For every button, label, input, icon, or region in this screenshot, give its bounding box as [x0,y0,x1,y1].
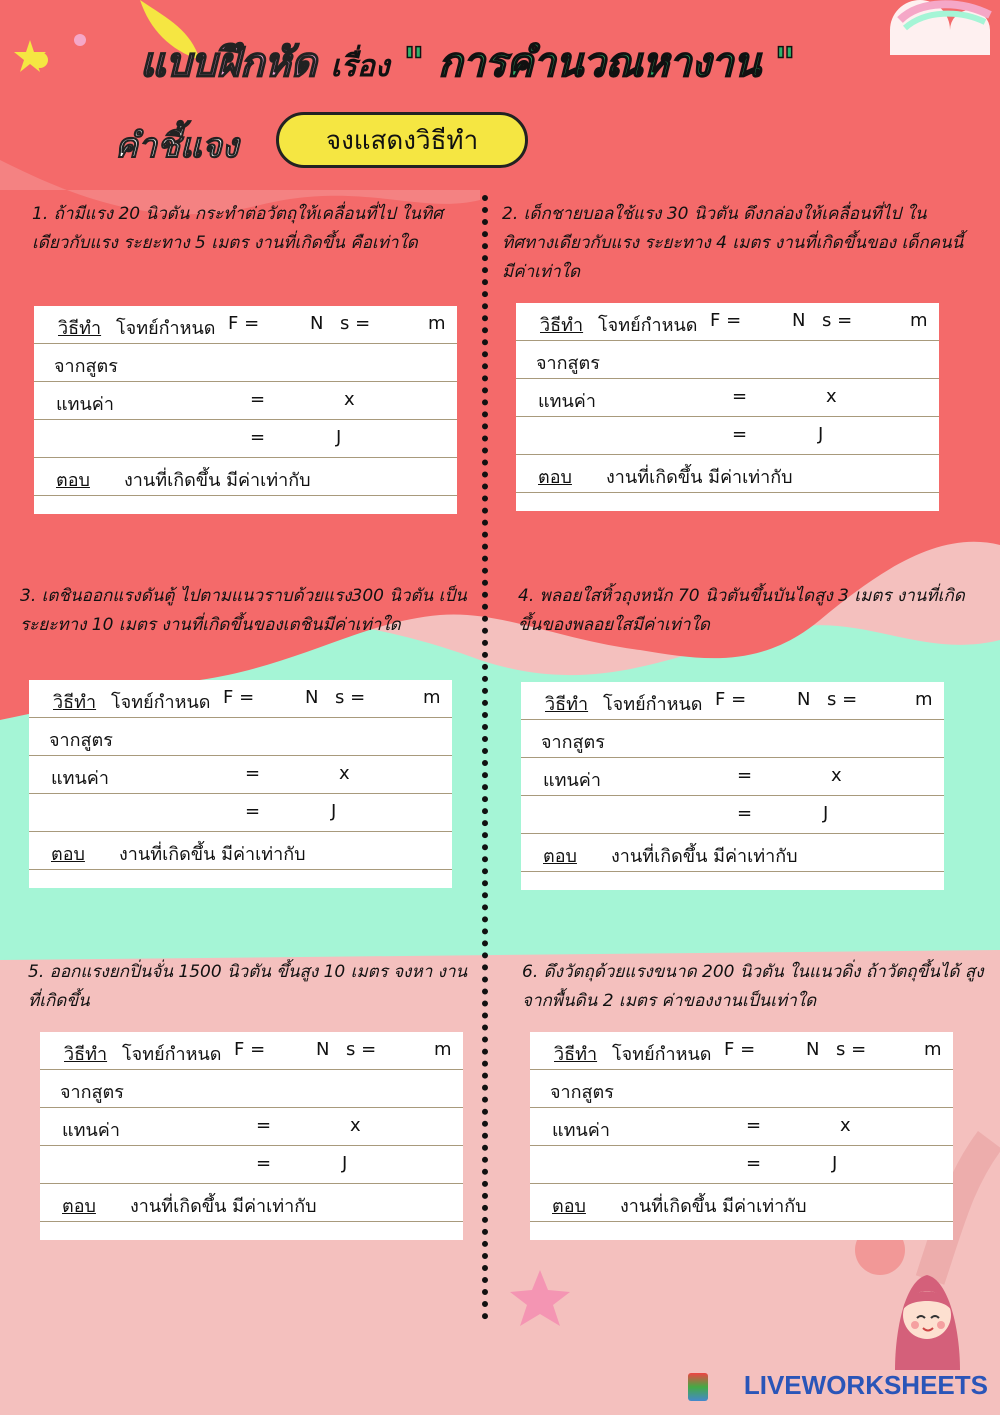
answer-row [40,1184,463,1222]
formula-row [530,1070,953,1108]
formula-label: จากสูตร [536,353,600,374]
formula-row [29,718,452,756]
answer-table-2 [516,303,939,511]
method-label: วิธีทำ [53,692,97,713]
formula-label: จากสูตร [550,1082,614,1103]
blank-row [516,493,939,511]
answer-text: งานที่เกิดขึ้น มีค่าเท่ากับ [130,1196,317,1217]
result-row [530,1146,953,1184]
newton-unit: N [305,687,319,708]
question-1: 1. ถ้ามีแรง 20 นิวตัน กระทำต่อวัตถุให้เคลื่อนที่ไป ในทิศเดียวกับแรง ระยะทาง 5 เมตร งานที่เกิดขึ้น คือเท่าใด [32,204,443,253]
answer-table-6 [530,1032,953,1240]
dotted-divider [482,195,488,1320]
answer-label: ตอบ [552,1196,586,1217]
answer-label: ตอบ [56,470,90,491]
formula-label: จากสูตร [541,732,605,753]
given-label: โจทย์กำหนด [598,315,698,336]
result-row [521,796,944,834]
blank-row [34,496,457,514]
joule-unit: J [342,1153,348,1174]
substitute-label: แทนค่า [538,391,596,412]
joule-unit: J [823,803,829,824]
method-label: วิธีทำ [64,1044,108,1065]
times-sign: x [826,386,837,407]
answer-row [521,834,944,872]
result-row [40,1146,463,1184]
method-label: วิธีทำ [58,318,102,339]
distance-label: s = [346,1039,377,1060]
formula-label: จากสูตร [54,356,118,377]
instruction-box: จงแสดงวิธีทำ [276,112,528,168]
answer-table-3 [29,680,452,888]
result-row [29,794,452,832]
substitute-row [40,1108,463,1146]
meter-unit: m [924,1039,942,1060]
times-sign: x [339,763,350,784]
meter-unit: m [915,689,933,710]
newton-unit: N [316,1039,330,1060]
answer-label: ตอบ [51,844,85,865]
formula-row [516,341,939,379]
times-sign: x [840,1115,851,1136]
method-row [521,682,944,720]
joule-unit: J [331,801,337,822]
substitute-row [530,1108,953,1146]
equals-sign: = [256,1153,272,1174]
method-row [516,303,939,341]
equals-sign: = [250,389,266,410]
answer-text: งานที่เกิดขึ้น มีค่าเท่ากับ [124,470,311,491]
given-label: โจทย์กำหนด [111,692,211,713]
method-label: วิธีทำ [540,315,584,336]
equals-sign: = [746,1115,762,1136]
force-label: F = [228,313,260,334]
answer-text: งานที่เกิดขึ้น มีค่าเท่ากับ [620,1196,807,1217]
times-sign: x [831,765,842,786]
substitute-row [34,382,457,420]
given-label: โจทย์กำหนด [122,1044,222,1065]
meter-unit: m [428,313,446,334]
equals-sign: = [732,424,748,445]
method-label: วิธีทำ [554,1044,598,1065]
joule-unit: J [336,427,342,448]
answer-row [516,455,939,493]
given-label: โจทย์กำหนด [603,694,703,715]
distance-label: s = [827,689,858,710]
blank-row [521,872,944,890]
substitute-label: แทนค่า [56,394,114,415]
substitute-label: แทนค่า [62,1120,120,1141]
formula-row [521,720,944,758]
instruction-label: คำชี้แจง [115,126,239,166]
result-row [34,420,457,458]
formula-row [34,344,457,382]
question-2: 2. เด็กชายบอลใช้แรง 30 นิวตัน ดึงกล่องให้เคลื่อนที่ไป ในทิศทางเดียวกับแรง ระยะทาง 4 เมตร งานที่เกิดขึ้นของ เด็กคนนี้มีค่าเท่าใด [502,204,964,282]
substitute-label: แทนค่า [552,1120,610,1141]
method-label: วิธีทำ [545,694,589,715]
formula-row [40,1070,463,1108]
answer-row [29,832,452,870]
formula-label: จากสูตร [49,730,113,751]
force-label: F = [710,310,742,331]
times-sign: x [350,1115,361,1136]
question-6: 6. ดึงวัตถุด้วยแรงขนาด 200 นิวตัน ในแนวดิ่ง ถ้าวัตถุขึ้นได้ สูงจากพื้นดิน 2 เมตร ค่าของงานเป็นเท่าใด [522,962,984,1011]
method-row [530,1032,953,1070]
answer-text: งานที่เกิดขึ้น มีค่าเท่ากับ [606,467,793,488]
distance-label: s = [822,310,853,331]
given-label: โจทย์กำหนด [116,318,216,339]
substitute-row [516,379,939,417]
distance-label: s = [335,687,366,708]
equals-sign: = [245,801,261,822]
meter-unit: m [434,1039,452,1060]
equals-sign: = [250,427,266,448]
answer-table-4 [521,682,944,890]
newton-unit: N [806,1039,820,1060]
distance-label: s = [836,1039,867,1060]
substitute-label: แทนค่า [51,768,109,789]
question-5: 5. ออกแรงยกปิ่นจั่น 1500 นิวตัน ขึ้นสูง 10 เมตร จงหา งานที่เกิดขึ้น [28,962,468,1011]
method-row [40,1032,463,1070]
substitute-label: แทนค่า [543,770,601,791]
force-label: F = [234,1039,266,1060]
equals-sign: = [737,803,753,824]
question-4: 4. พลอยใสหิ้วถุงหนัก 70 นิวตันขึ้นบันไดสูง 3 เมตร งานที่เกิดขึ้นของพลอยใสมีค่าเท่าใด [518,586,965,635]
substitute-row [29,756,452,794]
formula-label: จากสูตร [60,1082,124,1103]
equals-sign: = [746,1153,762,1174]
equals-sign: = [256,1115,272,1136]
meter-unit: m [910,310,928,331]
answer-label: ตอบ [62,1196,96,1217]
result-row [516,417,939,455]
blank-row [29,870,452,888]
meter-unit: m [423,687,441,708]
times-sign: x [344,389,355,410]
answer-text: งานที่เกิดขึ้น มีค่าเท่ากับ [611,846,798,867]
worksheet-title: แบบฝึกหัด เรื่อง " การคำนวณหางาน " [140,40,796,86]
liveworksheets-logo-icon [688,1373,708,1401]
blank-row [530,1222,953,1240]
liveworksheets-logo: LIVEWORKSHEETS [743,1370,988,1400]
equals-sign: = [737,765,753,786]
answer-text: งานที่เกิดขึ้น มีค่าเท่ากับ [119,844,306,865]
question-3: 3. เตชินออกแรงดันตู้ ไปตามแนวราบด้วยแรง300 นิวตัน เป็นระยะทาง 10 เมตร งานที่เกิดขึ้นของเตชินมีค่าเท่าใด [20,586,467,635]
joule-unit: J [818,424,824,445]
joule-unit: J [832,1153,838,1174]
answer-table-1 [34,306,457,514]
newton-unit: N [310,313,324,334]
girl-mascot-icon [885,1260,970,1370]
force-label: F = [223,687,255,708]
blank-row [40,1222,463,1240]
answer-row [530,1184,953,1222]
newton-unit: N [792,310,806,331]
answer-row [34,458,457,496]
newton-unit: N [797,689,811,710]
answer-table-5 [40,1032,463,1240]
method-row [29,680,452,718]
force-label: F = [715,689,747,710]
answer-label: ตอบ [538,467,572,488]
equals-sign: = [732,386,748,407]
distance-label: s = [340,313,371,334]
answer-label: ตอบ [543,846,577,867]
given-label: โจทย์กำหนด [612,1044,712,1065]
equals-sign: = [245,763,261,784]
substitute-row [521,758,944,796]
method-row [34,306,457,344]
force-label: F = [724,1039,756,1060]
